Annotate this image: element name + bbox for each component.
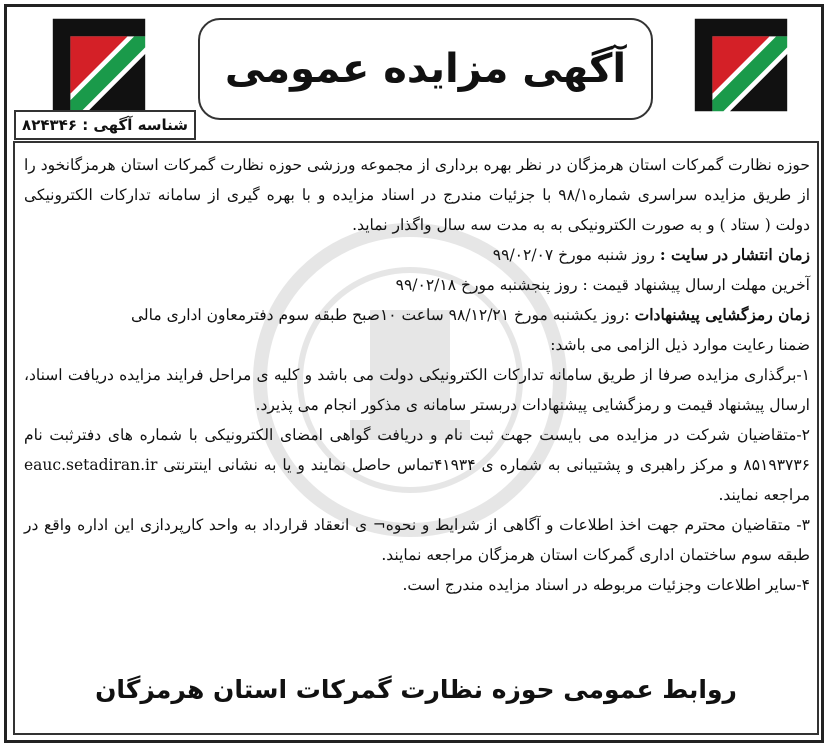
requirement-item-3: ۳- متقاضیان محترم جهت اخذ اطلاعات و آگاهی از شرایط و نحوه¬ ی انعقاد قرارداد به واحد کارپردازی این اداره واقع در طبقه سوم ساختمان اداری گمرکات استان هرمزگان مراجعه نمایند. xyxy=(24,516,810,564)
opening-time-value: :روز یکشنبه مورخ ۹۸/۱۲/۲۱ ساعت ۱۰صبح طبقه سوم دفترمعاون اداری مالی xyxy=(131,306,635,324)
publish-time-value: روز شنبه مورخ ۹۹/۰۲/۰۷ xyxy=(492,246,660,264)
customs-logo-right xyxy=(686,10,796,120)
publish-time xyxy=(24,240,810,270)
requirement-item-4: ۴-سایر اطلاعات وجزئیات مربوطه در اسناد مزایده مندرج است. xyxy=(402,576,810,594)
opening-time-label: زمان رمزگشایی پیشنهادات xyxy=(634,305,810,324)
requirements-intro: ضمنا رعایت موارد ذیل الزامی می باشد: xyxy=(550,336,810,354)
signature: روابط عمومی حوزه نظارت گمرکات استان هرمزگان xyxy=(95,675,737,704)
title-box xyxy=(198,18,653,120)
ad-body xyxy=(24,150,810,600)
website-link[interactable]: eauc.setadiran.ir xyxy=(24,456,158,474)
opening-time xyxy=(24,300,810,330)
requirement-item-1: ۱-برگذاری مزایده صرفا از طریق سامانه تدارکات الکترونیکی دولت می باشد و کلیه ی مراحل فرایند مزایده دریافت اسناد، ارسال پیشنهاد قیمت و رمزگشایی پیشنهادات دربستر سامانه ی مذکور انجام می پذیرد. xyxy=(24,366,810,414)
requirement-item-2-text: ۲-متقاضیان شرکت در مزایده می بایست جهت ثبت نام و دریافت گواهی امضای الکترونیکی با شماره های دفترثبت نام ۸۵۱۹۳۷۳۶ و مرکز راهبری و پشتیبانی به شماره ی ۴۱۹۳۴تماس حاصل نمایند و یا به نشانی اینترنتی xyxy=(24,426,810,474)
customs-logo-left xyxy=(44,10,154,120)
requirement-item-2 xyxy=(24,420,810,510)
customs-logo-icon xyxy=(686,10,796,120)
customs-logo-icon xyxy=(44,10,154,120)
publish-time-label: زمان انتشار در سایت : xyxy=(659,245,810,264)
ad-id-badge: شناسه آگهی : ۸۲۴۳۴۶ xyxy=(14,110,196,140)
page-title: آگهی مزایده عمومی xyxy=(224,46,627,92)
intro-paragraph: حوزه نظارت گمرکات استان هرمزگان در نظر بهره برداری از مجموعه ورزشی حوزه نظارت گمرکات استان هرمزگانخود را از طریق مزایده سراسری شماره۹۸/۱ با جزئیات مندرج در اسناد مزایده و با بهره گیری از سامانه تدارکات الکترونیکی دولت ( ستاد ) و به صورت الکترونیکی به به مدت سه سال واگذار نماید. xyxy=(24,156,810,234)
requirement-item-2-end: مراجعه نمایند. xyxy=(718,486,810,504)
deadline: آخرین مهلت ارسال پیشنهاد قیمت : روز پنجشنبه مورخ ۹۹/۰۲/۱۸ xyxy=(395,276,810,294)
